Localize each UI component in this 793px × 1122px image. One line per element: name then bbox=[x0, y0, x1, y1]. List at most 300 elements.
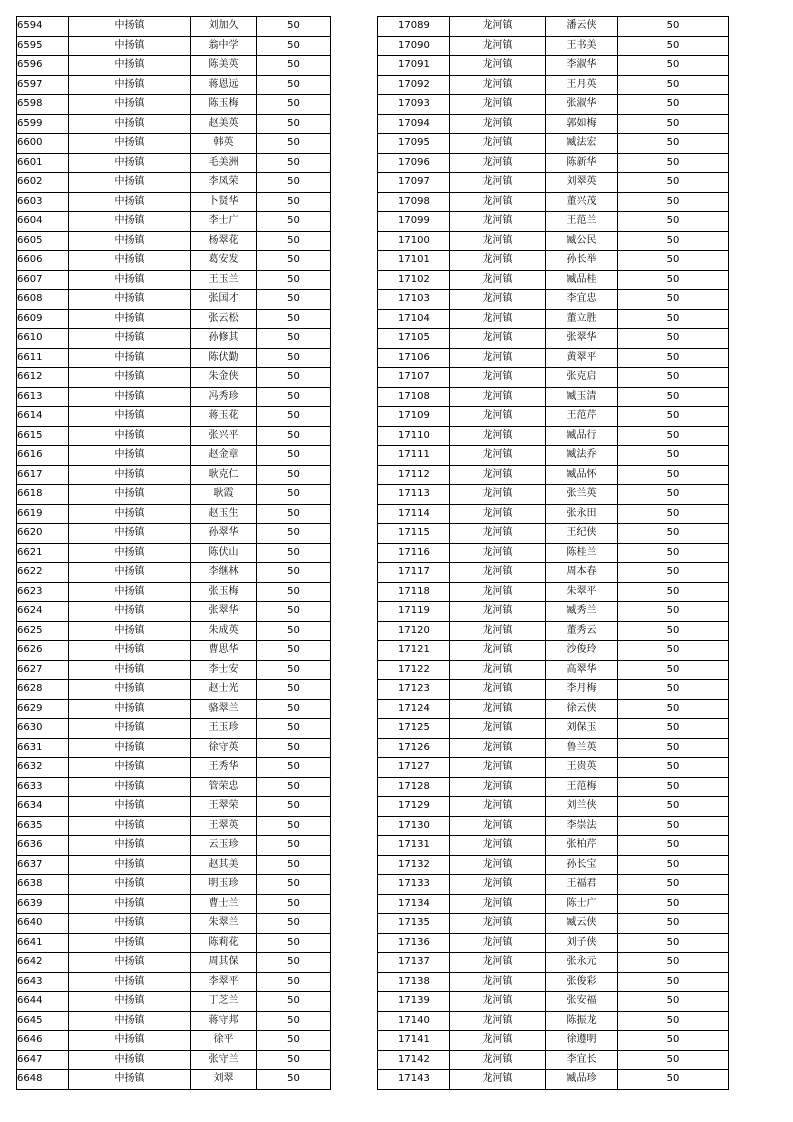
table-row bbox=[17, 758, 331, 778]
name-cell: 徐守英 bbox=[191, 738, 257, 758]
name-cell: 王月英 bbox=[546, 75, 618, 95]
name-cell: 臧玉清 bbox=[546, 387, 618, 407]
table-row bbox=[378, 95, 729, 115]
name-cell: 张兰英 bbox=[546, 485, 618, 505]
id-cell: 6620 bbox=[17, 524, 69, 544]
table-row bbox=[378, 816, 729, 836]
amount-cell: 50 bbox=[618, 777, 729, 797]
amount-cell: 50 bbox=[618, 173, 729, 193]
table-row bbox=[17, 1070, 331, 1090]
id-cell: 6622 bbox=[17, 563, 69, 583]
town-cell: 龙河镇 bbox=[450, 875, 546, 895]
table-row bbox=[17, 1011, 331, 1031]
name-cell: 臧法宏 bbox=[546, 134, 618, 154]
name-cell: 陈美英 bbox=[191, 56, 257, 76]
town-cell: 中扬镇 bbox=[69, 348, 191, 368]
id-cell: 17107 bbox=[378, 368, 450, 388]
id-cell: 17108 bbox=[378, 387, 450, 407]
town-cell: 龙河镇 bbox=[450, 1011, 546, 1031]
town-cell: 龙河镇 bbox=[450, 368, 546, 388]
amount-cell: 50 bbox=[257, 290, 331, 310]
name-cell: 曹思华 bbox=[191, 641, 257, 661]
amount-cell: 50 bbox=[618, 972, 729, 992]
amount-cell: 50 bbox=[618, 407, 729, 427]
amount-cell: 50 bbox=[618, 231, 729, 251]
table-row bbox=[17, 504, 331, 524]
amount-cell: 50 bbox=[618, 134, 729, 154]
id-cell: 17096 bbox=[378, 153, 450, 173]
table-row bbox=[17, 972, 331, 992]
id-cell: 17095 bbox=[378, 134, 450, 154]
table-row bbox=[17, 992, 331, 1012]
town-cell: 龙河镇 bbox=[450, 699, 546, 719]
table-row bbox=[378, 114, 729, 134]
table-row bbox=[378, 875, 729, 895]
town-cell: 龙河镇 bbox=[450, 290, 546, 310]
town-cell: 龙河镇 bbox=[450, 816, 546, 836]
name-cell: 葛安发 bbox=[191, 251, 257, 271]
name-cell: 董立胜 bbox=[546, 309, 618, 329]
id-cell: 17110 bbox=[378, 426, 450, 446]
id-cell: 17132 bbox=[378, 855, 450, 875]
amount-cell: 50 bbox=[257, 114, 331, 134]
id-cell: 6618 bbox=[17, 485, 69, 505]
name-cell: 王范芹 bbox=[546, 407, 618, 427]
town-cell: 龙河镇 bbox=[450, 504, 546, 524]
id-cell: 6619 bbox=[17, 504, 69, 524]
town-cell: 龙河镇 bbox=[450, 933, 546, 953]
amount-cell: 50 bbox=[257, 777, 331, 797]
table-row bbox=[17, 290, 331, 310]
table-row bbox=[17, 95, 331, 115]
town-cell: 龙河镇 bbox=[450, 1070, 546, 1090]
amount-cell: 50 bbox=[618, 953, 729, 973]
table-row bbox=[17, 309, 331, 329]
amount-cell: 50 bbox=[618, 348, 729, 368]
id-cell: 6613 bbox=[17, 387, 69, 407]
town-cell: 龙河镇 bbox=[450, 719, 546, 739]
town-cell: 龙河镇 bbox=[450, 114, 546, 134]
amount-cell: 50 bbox=[618, 719, 729, 739]
town-cell: 龙河镇 bbox=[450, 543, 546, 563]
town-cell: 中扬镇 bbox=[69, 543, 191, 563]
table-row bbox=[378, 797, 729, 817]
amount-cell: 50 bbox=[257, 582, 331, 602]
town-cell: 中扬镇 bbox=[69, 56, 191, 76]
amount-cell: 50 bbox=[257, 875, 331, 895]
amount-cell: 50 bbox=[257, 426, 331, 446]
id-cell: 6621 bbox=[17, 543, 69, 563]
table-row bbox=[378, 134, 729, 154]
id-cell: 6597 bbox=[17, 75, 69, 95]
id-cell: 17118 bbox=[378, 582, 450, 602]
id-cell: 6611 bbox=[17, 348, 69, 368]
name-cell: 刘加久 bbox=[191, 17, 257, 37]
id-cell: 6644 bbox=[17, 992, 69, 1012]
table-row bbox=[17, 836, 331, 856]
id-cell: 6603 bbox=[17, 192, 69, 212]
amount-cell: 50 bbox=[618, 680, 729, 700]
name-cell: 刘翠 bbox=[191, 1070, 257, 1090]
table-row bbox=[378, 485, 729, 505]
town-cell: 龙河镇 bbox=[450, 621, 546, 641]
town-cell: 龙河镇 bbox=[450, 212, 546, 232]
amount-cell: 50 bbox=[257, 407, 331, 427]
table-row bbox=[17, 368, 331, 388]
table-row bbox=[378, 231, 729, 251]
id-cell: 17131 bbox=[378, 836, 450, 856]
id-cell: 6637 bbox=[17, 855, 69, 875]
amount-cell: 50 bbox=[618, 17, 729, 37]
amount-cell: 50 bbox=[618, 543, 729, 563]
amount-cell: 50 bbox=[618, 309, 729, 329]
amount-cell: 50 bbox=[618, 290, 729, 310]
id-cell: 17100 bbox=[378, 231, 450, 251]
table-row bbox=[378, 309, 729, 329]
id-cell: 6646 bbox=[17, 1031, 69, 1051]
name-cell: 赵金章 bbox=[191, 446, 257, 466]
name-cell: 云玉珍 bbox=[191, 836, 257, 856]
table-row bbox=[17, 563, 331, 583]
name-cell: 张安福 bbox=[546, 992, 618, 1012]
table-row bbox=[17, 426, 331, 446]
amount-cell: 50 bbox=[618, 1011, 729, 1031]
table-row bbox=[17, 816, 331, 836]
town-cell: 龙河镇 bbox=[450, 348, 546, 368]
amount-cell: 50 bbox=[257, 309, 331, 329]
amount-cell: 50 bbox=[618, 270, 729, 290]
name-cell: 徐平 bbox=[191, 1031, 257, 1051]
id-cell: 17115 bbox=[378, 524, 450, 544]
name-cell: 朱翠兰 bbox=[191, 914, 257, 934]
table-row bbox=[17, 1050, 331, 1070]
name-cell: 朱成英 bbox=[191, 621, 257, 641]
amount-cell: 50 bbox=[618, 212, 729, 232]
town-cell: 龙河镇 bbox=[450, 231, 546, 251]
id-cell: 17098 bbox=[378, 192, 450, 212]
town-cell: 中扬镇 bbox=[69, 621, 191, 641]
name-cell: 刘翠英 bbox=[546, 173, 618, 193]
town-cell: 龙河镇 bbox=[450, 855, 546, 875]
id-cell: 17121 bbox=[378, 641, 450, 661]
id-cell: 17105 bbox=[378, 329, 450, 349]
left-subsidy-table bbox=[16, 16, 331, 1090]
amount-cell: 50 bbox=[257, 641, 331, 661]
name-cell: 臧公民 bbox=[546, 231, 618, 251]
id-cell: 17093 bbox=[378, 95, 450, 115]
name-cell: 董秀云 bbox=[546, 621, 618, 641]
table-row bbox=[378, 368, 729, 388]
amount-cell: 50 bbox=[257, 95, 331, 115]
table-row bbox=[17, 75, 331, 95]
amount-cell: 50 bbox=[618, 114, 729, 134]
table-row bbox=[378, 953, 729, 973]
amount-cell: 50 bbox=[257, 485, 331, 505]
table-row bbox=[378, 407, 729, 427]
id-cell: 17092 bbox=[378, 75, 450, 95]
id-cell: 17109 bbox=[378, 407, 450, 427]
town-cell: 龙河镇 bbox=[450, 992, 546, 1012]
town-cell: 龙河镇 bbox=[450, 602, 546, 622]
name-cell: 张永田 bbox=[546, 504, 618, 524]
town-cell: 中扬镇 bbox=[69, 953, 191, 973]
name-cell: 管荣忠 bbox=[191, 777, 257, 797]
town-cell: 中扬镇 bbox=[69, 270, 191, 290]
name-cell: 李继林 bbox=[191, 563, 257, 583]
id-cell: 17127 bbox=[378, 758, 450, 778]
table-row bbox=[17, 192, 331, 212]
town-cell: 中扬镇 bbox=[69, 660, 191, 680]
table-row bbox=[17, 134, 331, 154]
table-row bbox=[378, 992, 729, 1012]
table-row bbox=[378, 387, 729, 407]
table-row bbox=[378, 212, 729, 232]
id-cell: 17137 bbox=[378, 953, 450, 973]
town-cell: 龙河镇 bbox=[450, 1031, 546, 1051]
id-cell: 6612 bbox=[17, 368, 69, 388]
name-cell: 张玉梅 bbox=[191, 582, 257, 602]
town-cell: 中扬镇 bbox=[69, 192, 191, 212]
name-cell: 张淑华 bbox=[546, 95, 618, 115]
table-row bbox=[378, 270, 729, 290]
amount-cell: 50 bbox=[618, 1050, 729, 1070]
right-table-body bbox=[378, 17, 729, 1090]
id-cell: 6594 bbox=[17, 17, 69, 37]
table-row bbox=[17, 894, 331, 914]
amount-cell: 50 bbox=[618, 504, 729, 524]
name-cell: 王书美 bbox=[546, 36, 618, 56]
town-cell: 中扬镇 bbox=[69, 173, 191, 193]
town-cell: 龙河镇 bbox=[450, 173, 546, 193]
amount-cell: 50 bbox=[257, 719, 331, 739]
table-row bbox=[17, 641, 331, 661]
id-cell: 17125 bbox=[378, 719, 450, 739]
name-cell: 张克启 bbox=[546, 368, 618, 388]
id-cell: 17135 bbox=[378, 914, 450, 934]
table-row bbox=[378, 192, 729, 212]
amount-cell: 50 bbox=[618, 329, 729, 349]
town-cell: 中扬镇 bbox=[69, 1011, 191, 1031]
town-cell: 龙河镇 bbox=[450, 75, 546, 95]
table-row bbox=[17, 660, 331, 680]
town-cell: 中扬镇 bbox=[69, 368, 191, 388]
table-row bbox=[378, 563, 729, 583]
town-cell: 龙河镇 bbox=[450, 309, 546, 329]
amount-cell: 50 bbox=[618, 446, 729, 466]
id-cell: 17103 bbox=[378, 290, 450, 310]
id-cell: 6617 bbox=[17, 465, 69, 485]
name-cell: 刘兰侠 bbox=[546, 797, 618, 817]
table-row bbox=[17, 777, 331, 797]
amount-cell: 50 bbox=[618, 465, 729, 485]
id-cell: 6604 bbox=[17, 212, 69, 232]
id-cell: 17119 bbox=[378, 602, 450, 622]
name-cell: 王翠荣 bbox=[191, 797, 257, 817]
town-cell: 龙河镇 bbox=[450, 524, 546, 544]
town-cell: 中扬镇 bbox=[69, 446, 191, 466]
name-cell: 臧品行 bbox=[546, 426, 618, 446]
id-cell: 17101 bbox=[378, 251, 450, 271]
town-cell: 龙河镇 bbox=[450, 485, 546, 505]
town-cell: 龙河镇 bbox=[450, 914, 546, 934]
town-cell: 中扬镇 bbox=[69, 387, 191, 407]
id-cell: 6599 bbox=[17, 114, 69, 134]
name-cell: 朱翠平 bbox=[546, 582, 618, 602]
town-cell: 龙河镇 bbox=[450, 407, 546, 427]
town-cell: 中扬镇 bbox=[69, 212, 191, 232]
id-cell: 17124 bbox=[378, 699, 450, 719]
name-cell: 张守兰 bbox=[191, 1050, 257, 1070]
table-row bbox=[378, 621, 729, 641]
table-row bbox=[378, 75, 729, 95]
table-row bbox=[17, 680, 331, 700]
table-row bbox=[378, 699, 729, 719]
id-cell: 17140 bbox=[378, 1011, 450, 1031]
id-cell: 6635 bbox=[17, 816, 69, 836]
town-cell: 龙河镇 bbox=[450, 641, 546, 661]
name-cell: 王范梅 bbox=[546, 777, 618, 797]
name-cell: 杨翠花 bbox=[191, 231, 257, 251]
amount-cell: 50 bbox=[257, 1050, 331, 1070]
town-cell: 龙河镇 bbox=[450, 56, 546, 76]
town-cell: 中扬镇 bbox=[69, 719, 191, 739]
id-cell: 6627 bbox=[17, 660, 69, 680]
table-row bbox=[378, 680, 729, 700]
table-row bbox=[17, 348, 331, 368]
amount-cell: 50 bbox=[257, 660, 331, 680]
town-cell: 龙河镇 bbox=[450, 758, 546, 778]
town-cell: 中扬镇 bbox=[69, 485, 191, 505]
town-cell: 中扬镇 bbox=[69, 816, 191, 836]
town-cell: 中扬镇 bbox=[69, 699, 191, 719]
amount-cell: 50 bbox=[618, 933, 729, 953]
amount-cell: 50 bbox=[618, 153, 729, 173]
amount-cell: 50 bbox=[257, 368, 331, 388]
id-cell: 6625 bbox=[17, 621, 69, 641]
table-row bbox=[17, 699, 331, 719]
amount-cell: 50 bbox=[257, 56, 331, 76]
amount-cell: 50 bbox=[618, 1031, 729, 1051]
table-row bbox=[378, 1070, 729, 1090]
town-cell: 龙河镇 bbox=[450, 1050, 546, 1070]
name-cell: 李翠平 bbox=[191, 972, 257, 992]
id-cell: 6616 bbox=[17, 446, 69, 466]
id-cell: 17090 bbox=[378, 36, 450, 56]
id-cell: 17133 bbox=[378, 875, 450, 895]
table-row bbox=[17, 582, 331, 602]
name-cell: 王范兰 bbox=[546, 212, 618, 232]
town-cell: 中扬镇 bbox=[69, 836, 191, 856]
town-cell: 龙河镇 bbox=[450, 95, 546, 115]
table-row bbox=[378, 36, 729, 56]
amount-cell: 50 bbox=[257, 212, 331, 232]
id-cell: 6639 bbox=[17, 894, 69, 914]
amount-cell: 50 bbox=[618, 251, 729, 271]
name-cell: 张翠华 bbox=[191, 602, 257, 622]
table-row bbox=[17, 485, 331, 505]
name-cell: 陈士广 bbox=[546, 894, 618, 914]
town-cell: 中扬镇 bbox=[69, 797, 191, 817]
town-cell: 中扬镇 bbox=[69, 17, 191, 37]
amount-cell: 50 bbox=[618, 95, 729, 115]
table-row bbox=[17, 953, 331, 973]
name-cell: 赵美英 bbox=[191, 114, 257, 134]
amount-cell: 50 bbox=[257, 251, 331, 271]
amount-cell: 50 bbox=[257, 894, 331, 914]
table-row bbox=[378, 543, 729, 563]
amount-cell: 50 bbox=[618, 192, 729, 212]
town-cell: 中扬镇 bbox=[69, 972, 191, 992]
table-row bbox=[378, 1050, 729, 1070]
name-cell: 蒋玉花 bbox=[191, 407, 257, 427]
amount-cell: 50 bbox=[618, 621, 729, 641]
id-cell: 6629 bbox=[17, 699, 69, 719]
id-cell: 6638 bbox=[17, 875, 69, 895]
town-cell: 中扬镇 bbox=[69, 134, 191, 154]
town-cell: 中扬镇 bbox=[69, 933, 191, 953]
id-cell: 6624 bbox=[17, 602, 69, 622]
amount-cell: 50 bbox=[257, 1011, 331, 1031]
amount-cell: 50 bbox=[257, 855, 331, 875]
name-cell: 赵玉生 bbox=[191, 504, 257, 524]
amount-cell: 50 bbox=[257, 699, 331, 719]
town-cell: 中扬镇 bbox=[69, 855, 191, 875]
amount-cell: 50 bbox=[257, 329, 331, 349]
town-cell: 中扬镇 bbox=[69, 504, 191, 524]
town-cell: 中扬镇 bbox=[69, 1070, 191, 1090]
table-row bbox=[378, 777, 729, 797]
town-cell: 龙河镇 bbox=[450, 36, 546, 56]
town-cell: 龙河镇 bbox=[450, 17, 546, 37]
id-cell: 6641 bbox=[17, 933, 69, 953]
id-cell: 6595 bbox=[17, 36, 69, 56]
id-cell: 17099 bbox=[378, 212, 450, 232]
table-row bbox=[17, 387, 331, 407]
town-cell: 龙河镇 bbox=[450, 134, 546, 154]
id-cell: 6600 bbox=[17, 134, 69, 154]
town-cell: 龙河镇 bbox=[450, 563, 546, 583]
name-cell: 高翠华 bbox=[546, 660, 618, 680]
table-row bbox=[17, 855, 331, 875]
id-cell: 6633 bbox=[17, 777, 69, 797]
table-row bbox=[17, 602, 331, 622]
table-row bbox=[17, 329, 331, 349]
table-row bbox=[378, 153, 729, 173]
name-cell: 潘云侠 bbox=[546, 17, 618, 37]
name-cell: 蒋恩远 bbox=[191, 75, 257, 95]
id-cell: 6598 bbox=[17, 95, 69, 115]
id-cell: 6631 bbox=[17, 738, 69, 758]
table-row bbox=[17, 251, 331, 271]
name-cell: 陈玉梅 bbox=[191, 95, 257, 115]
table-row bbox=[17, 114, 331, 134]
amount-cell: 50 bbox=[618, 485, 729, 505]
amount-cell: 50 bbox=[257, 621, 331, 641]
id-cell: 17134 bbox=[378, 894, 450, 914]
town-cell: 龙河镇 bbox=[450, 797, 546, 817]
name-cell: 沙俊玲 bbox=[546, 641, 618, 661]
amount-cell: 50 bbox=[257, 543, 331, 563]
amount-cell: 50 bbox=[257, 270, 331, 290]
table-row bbox=[378, 972, 729, 992]
id-cell: 6645 bbox=[17, 1011, 69, 1031]
amount-cell: 50 bbox=[618, 387, 729, 407]
name-cell: 曹士兰 bbox=[191, 894, 257, 914]
amount-cell: 50 bbox=[618, 855, 729, 875]
table-row bbox=[17, 738, 331, 758]
table-row bbox=[17, 446, 331, 466]
name-cell: 耿克仁 bbox=[191, 465, 257, 485]
